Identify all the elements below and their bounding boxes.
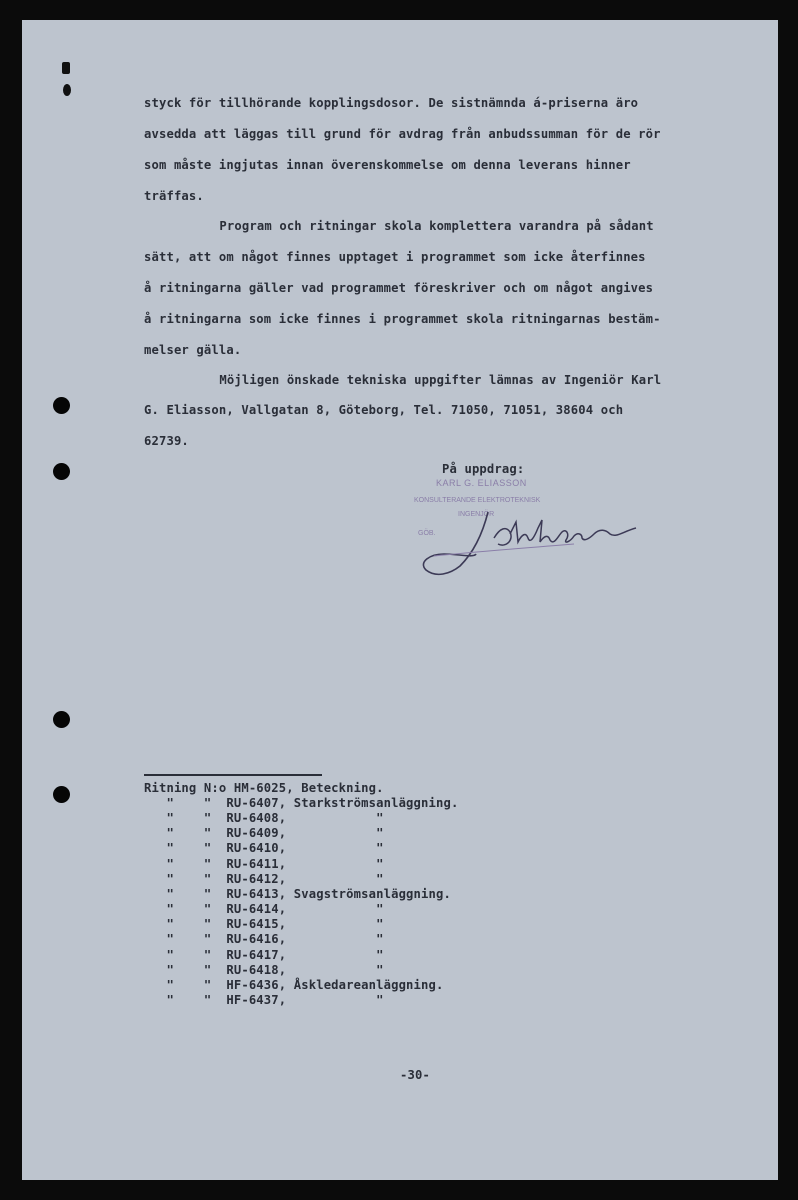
text-line: 62739. [144, 434, 189, 448]
text-line: som måste ingjutas innan överenskommelse om denna leverans hinner [144, 158, 631, 172]
text-line: sätt, att om något finnes upptaget i programmet som icke återfinnes [144, 250, 646, 264]
on-behalf-label: På uppdrag: [442, 462, 525, 476]
document-page [22, 20, 778, 1180]
company-stamp-line: INGENJÖR [458, 511, 495, 518]
punch-hole [53, 786, 70, 803]
text-line: avsedda att läggas till grund för avdrag från anbudssumman för de rör [144, 127, 661, 141]
text-line: styck för tillhörande kopplingsdosor. De sistnämnda á-priserna äro [144, 96, 639, 110]
list-item: " " RU-6409, " [144, 826, 384, 840]
list-item: Ritning N:o HM-6025, Beteckning. [144, 781, 384, 795]
text-line: träffas. [144, 189, 204, 203]
list-item: " " HF-6437, " [144, 993, 384, 1007]
binder-mark-lower [63, 84, 71, 96]
list-item: " " RU-6418, " [144, 963, 384, 977]
list-item: " " HF-6436, Åskledareanläggning. [144, 978, 444, 992]
handwritten-signature [414, 498, 654, 578]
list-item: " " RU-6414, " [144, 902, 384, 916]
list-item: " " RU-6408, " [144, 811, 384, 825]
company-stamp-line: KARL G. ELIASSON [436, 478, 527, 488]
text-line: å ritningarna som icke finnes i programmet skola ritningarnas bestäm- [144, 312, 661, 326]
text-line: G. Eliasson, Vallgatan 8, Göteborg, Tel. 71050, 71051, 38604 och [144, 403, 624, 417]
punch-hole [53, 711, 70, 728]
punch-hole [53, 463, 70, 480]
text-line: Program och ritningar skola komplettera varandra på sådant [182, 219, 654, 233]
list-item: " " RU-6417, " [144, 948, 384, 962]
list-item: " " RU-6415, " [144, 917, 384, 931]
list-item: " " RU-6413, Svagströmsanläggning. [144, 887, 451, 901]
list-top-rule [144, 774, 322, 776]
list-item: " " RU-6407, Starkströmsanläggning. [144, 796, 459, 810]
text-line: melser gälla. [144, 343, 242, 357]
binder-mark-top [62, 62, 70, 74]
list-item: " " RU-6410, " [144, 841, 384, 855]
company-stamp-line: GÖB. [418, 530, 436, 537]
list-item: " " RU-6411, " [144, 857, 384, 871]
text-line: å ritningarna gäller vad programmet föreskriver och om något angives [144, 281, 654, 295]
page-number: -30- [400, 1068, 430, 1082]
list-item: " " RU-6412, " [144, 872, 384, 886]
list-item: " " RU-6416, " [144, 932, 384, 946]
company-stamp-line: KONSULTERANDE ELEKTROTEKNISK [414, 497, 541, 504]
punch-hole [53, 397, 70, 414]
text-line: Möjligen önskade tekniska uppgifter lämnas av Ingeniör Karl [182, 373, 662, 387]
